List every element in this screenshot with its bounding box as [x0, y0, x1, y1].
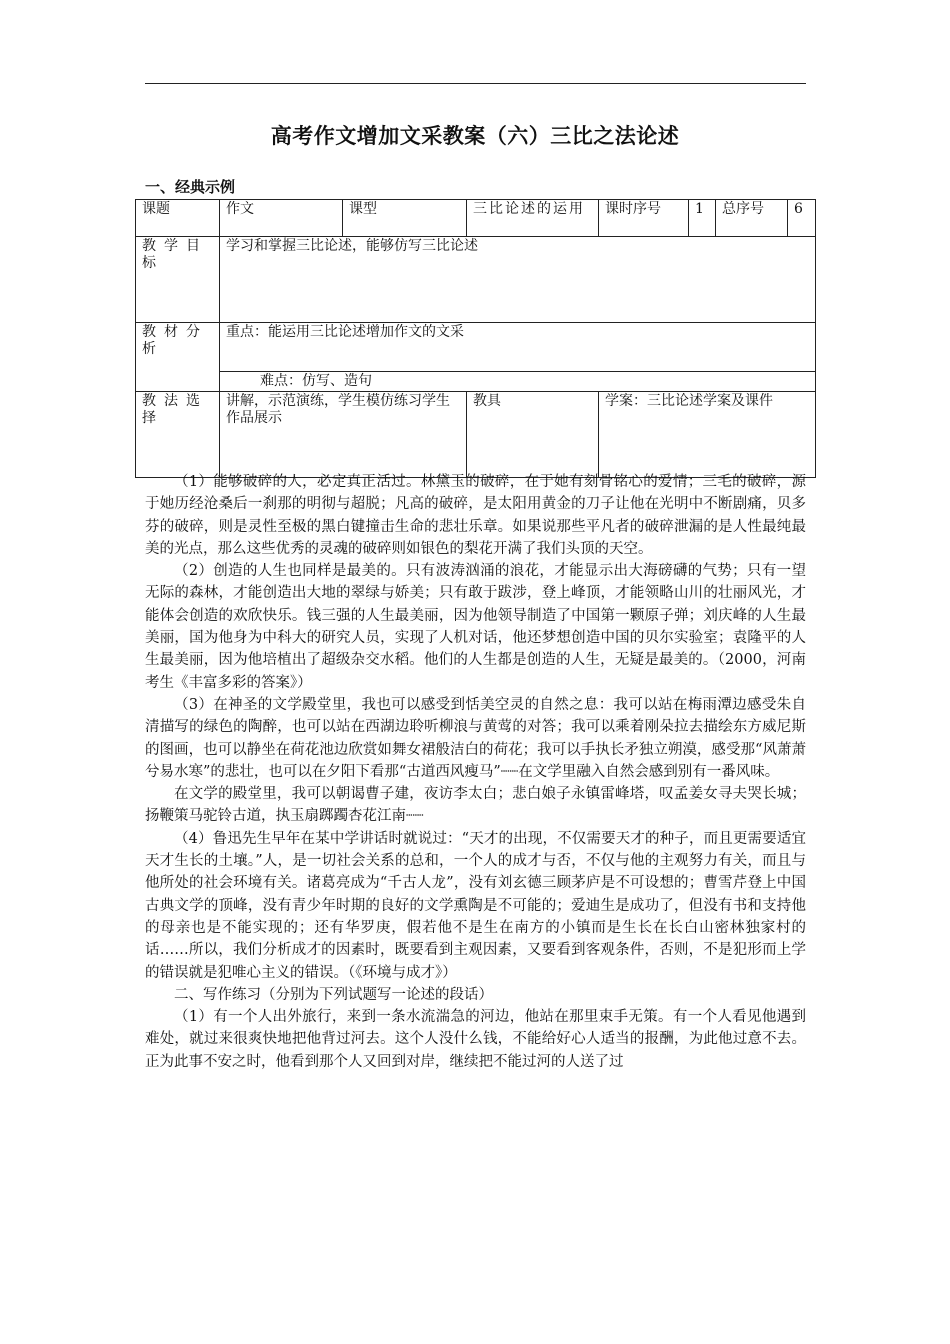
- cell-period: 1: [689, 200, 716, 237]
- cell-label-total: 总序号: [716, 200, 788, 237]
- table-row: [136, 323, 816, 392]
- cell-label-type: 课型: [343, 200, 467, 237]
- cell-label-objective: 教学目标: [136, 237, 220, 323]
- paragraph: 在文学的殿堂里，我可以朝谒曹子建，夜访李太白；悲白娘子永镇雷峰塔，叹孟姜女寻夫哭长城；扬鞭策马驼铃古道，执玉扇踯躅杏花江南┈┈: [145, 786, 806, 825]
- paragraph: （2）创造的人生也同样是最美的。只有波涛汹涌的浪花，才能显示出大海磅礴的气势；只有一望无际的森林，才能创造出大地的翠绿与娇美；只有敢于跋涉，登上峰顶，才能领略山川的壮丽风光，才能体会创造的欢欣快乐。钱三强的人生最美丽，因为他领导制造了中国第一颗原子弹；刘庆峰的人生最美丽，国为他身为中科大的研究人员，实现了人机对话，他还梦想创造中国的贝尔实验室；袁隆平的人生最美丽，因为他培植出了超级杂交水稻。他们的人生都是创造的人生，无疑是最美的。（2000，河南考生《丰富多彩的答案》）: [145, 563, 806, 691]
- cell-label-period: 课时序号: [599, 200, 689, 237]
- cell-method: 讲解，示范演练，学生模仿练习学生作品展示: [220, 392, 467, 478]
- cell-label-method: 教法选择: [136, 392, 220, 478]
- body-text: [145, 471, 806, 1073]
- cell-tools: 教具: [467, 392, 599, 478]
- table-row: [136, 200, 816, 237]
- paragraph: （1）能够破碎的人，必定真正活过。林黛玉的破碎，在于她有刻骨铭心的爱情；三毛的破碎，源于她历经沧桑后一刹那的明彻与超脱；凡高的破碎，是太阳用黄金的刀子让他在光明中不断剧痛，贝多芬的破碎，则是灵性至极的黑白键撞击生命的悲壮乐章。如果说那些平凡者的破碎泄漏的是人性最纯最美的光点，那么这些优秀的灵魂的破碎则如银色的梨花开满了我们头顶的天空。: [145, 474, 806, 557]
- cell-study-plan: 学案：三比论述学案及课件: [599, 392, 816, 478]
- paragraph: （3）在神圣的文学殿堂里，我也可以感受到恬美空灵的自然之息：我可以站在梅雨潭边感受朱自清描写的绿色的陶醉，也可以站在西湖边聆听柳浪与黄莺的对答；我可以乘着刚朵拉去描绘东方威尼斯的图画，也可以静坐在荷花池边欣赏如舞女裙般洁白的荷花；我可以手执长矛独立朔漠，感受那“风萧萧兮易水寒”的悲壮，也可以在夕阳下看那“古道西风瘦马”┈┈在文学里融入自然会感到别有一番风味。: [145, 696, 806, 780]
- cell-total: 6: [788, 200, 816, 237]
- cell-type: 三比论述的运用: [467, 200, 599, 237]
- table-row: [136, 237, 816, 323]
- paragraph: （1）有一个人出外旅行，来到一条水流湍急的河边，他站在那里束手无策。有一个人看见他遇到难处，就过来很爽快地把他背过河去。这个人没什么钱，不能给好心人适当的报酬，为此他过意不去。正为此事不安之时，他看到那个人又回到对岸，继续把不能过河的人送了过: [145, 1009, 806, 1070]
- cell-label-topic: 课题: [136, 200, 220, 237]
- header-rule: [145, 83, 806, 84]
- section-heading-practice: 二、写作练习（分别为下列试题写一论述的段话）: [174, 986, 493, 1003]
- paragraph: （4）鲁迅先生早年在某中学讲话时就说过：“天才的出现，不仅需要天才的种子，而且更需要适宜天才生长的土壤。”人，是一切社会关系的总和，一个人的成才与否，不仅与他的主观努力有关，而且与他所处的社会环境有关。诸葛亮成为“千古人龙”，没有刘玄德三顾茅庐是不可设想的；曹雪芹登上中国古典文学的顶峰，没有青少年时期的良好的文学熏陶是不可能的；爱迪生是成功了，但没有书和支持他的母亲也是不能实现的；还有华罗庚，假若他不是生在南方的小镇而是生长在长白山密林独家村的话……所以，我们分析成才的因素时，既要看到主观因素，又要看到客观条件，否则，不是犯形而上学的错误就是犯唯心主义的错误。（《环境与成才》）: [145, 830, 806, 981]
- cell-objective: 学习和掌握三比论述，能够仿写三比论述: [220, 237, 816, 323]
- key-point: 重点：能运用三比论述增加作文的文采: [220, 323, 815, 372]
- difficult-point: 难点：仿写、造句: [260, 373, 372, 389]
- cell-analysis: [220, 323, 816, 392]
- section-heading-examples: 一、经典示例: [145, 178, 236, 196]
- lesson-plan-table: [135, 199, 816, 478]
- cell-label-analysis: 教材分析: [136, 323, 220, 392]
- table-row: [136, 392, 816, 478]
- cell-topic: 作文: [220, 200, 343, 237]
- document-title: 高考作文增加文采教案（六）三比之法论述: [270, 124, 680, 148]
